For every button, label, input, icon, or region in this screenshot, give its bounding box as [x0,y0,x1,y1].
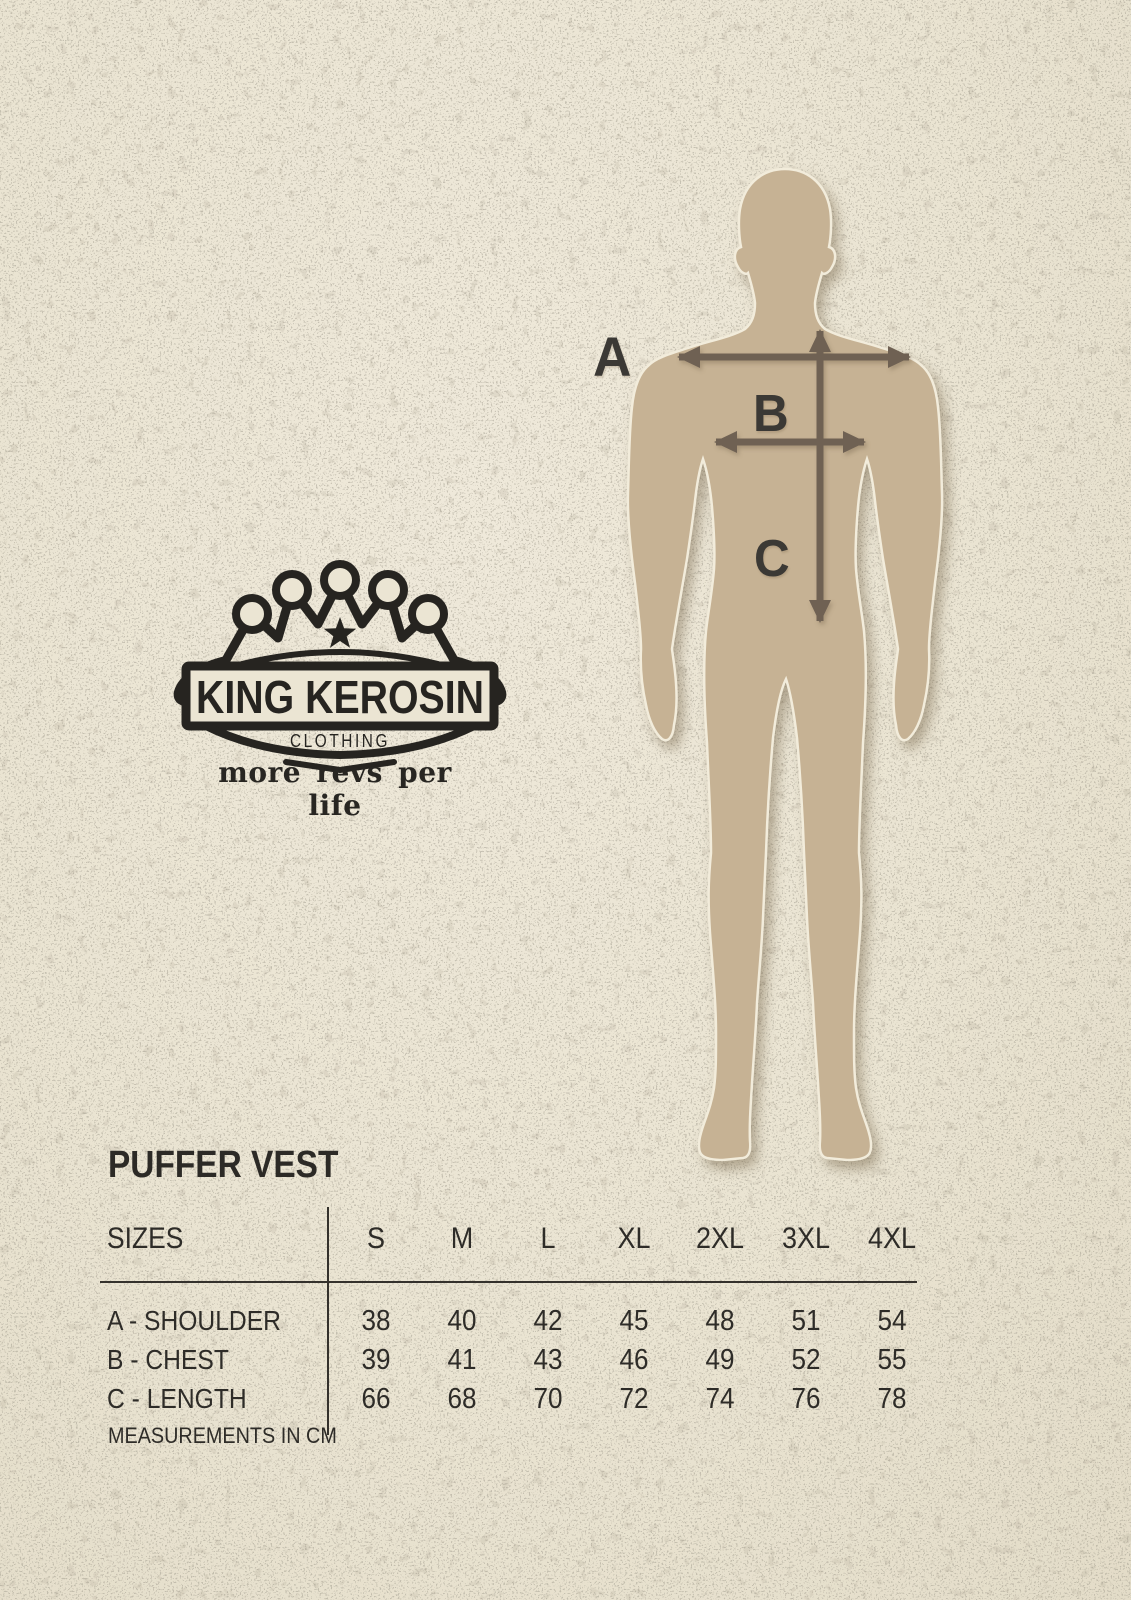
table-row-chest [100,1340,935,1380]
table-row-length [100,1379,935,1419]
star-icon [324,617,356,648]
shoulder-xl: 45 [619,1305,649,1337]
size-col-m: M [450,1222,474,1255]
size-col-2xl: 2XL [695,1222,745,1255]
length-xl: 72 [619,1383,649,1415]
figure-label-b: B [752,385,789,443]
chest-l: 43 [533,1344,563,1376]
figure-label-c: C [753,530,790,588]
product-title: PUFFER VEST [108,1144,339,1186]
table-row-shoulder [100,1301,935,1341]
measurement-arrows [600,150,1000,700]
length-s: 66 [361,1383,391,1415]
logo-subtext: CLOTHING [290,731,390,751]
shoulder-3xl: 51 [791,1305,821,1337]
shoulder-m: 40 [447,1305,477,1337]
size-table-header-row [100,1219,935,1259]
table-horizontal-rule [100,1281,917,1283]
row-label-length: C - LENGTH [107,1383,247,1414]
chest-3xl: 52 [791,1344,821,1376]
chest-4xl: 55 [877,1344,907,1376]
chest-m: 41 [447,1344,477,1376]
length-l: 70 [533,1383,563,1415]
shoulder-4xl: 54 [877,1305,907,1337]
chest-2xl: 49 [705,1344,735,1376]
measurements-footnote: MEASUREMENTS IN CM [108,1423,337,1448]
chest-xl: 46 [619,1344,649,1376]
size-col-4xl: 4XL [867,1222,917,1255]
length-2xl: 74 [705,1383,735,1415]
row-label-chest: B - CHEST [107,1344,229,1375]
chest-s: 39 [361,1344,391,1376]
size-col-xl: XL [617,1222,651,1255]
length-3xl: 76 [791,1383,821,1415]
shoulder-l: 42 [533,1305,563,1337]
logo-text: KING KEROSIN [196,671,484,723]
row-label-shoulder: A - SHOULDER [107,1305,281,1336]
sizes-header: SIZES [107,1222,184,1255]
size-col-3xl: 3XL [781,1222,831,1255]
brand-tagline: more revs per life [218,756,452,822]
size-col-l: L [540,1222,556,1255]
length-4xl: 78 [877,1383,907,1415]
size-table [100,1205,940,1455]
length-m: 68 [447,1383,477,1415]
size-col-s: S [366,1222,385,1255]
shoulder-2xl: 48 [705,1305,735,1337]
brand-logo [166,548,514,778]
figure-label-a: A [593,325,632,388]
shoulder-s: 38 [361,1305,391,1337]
